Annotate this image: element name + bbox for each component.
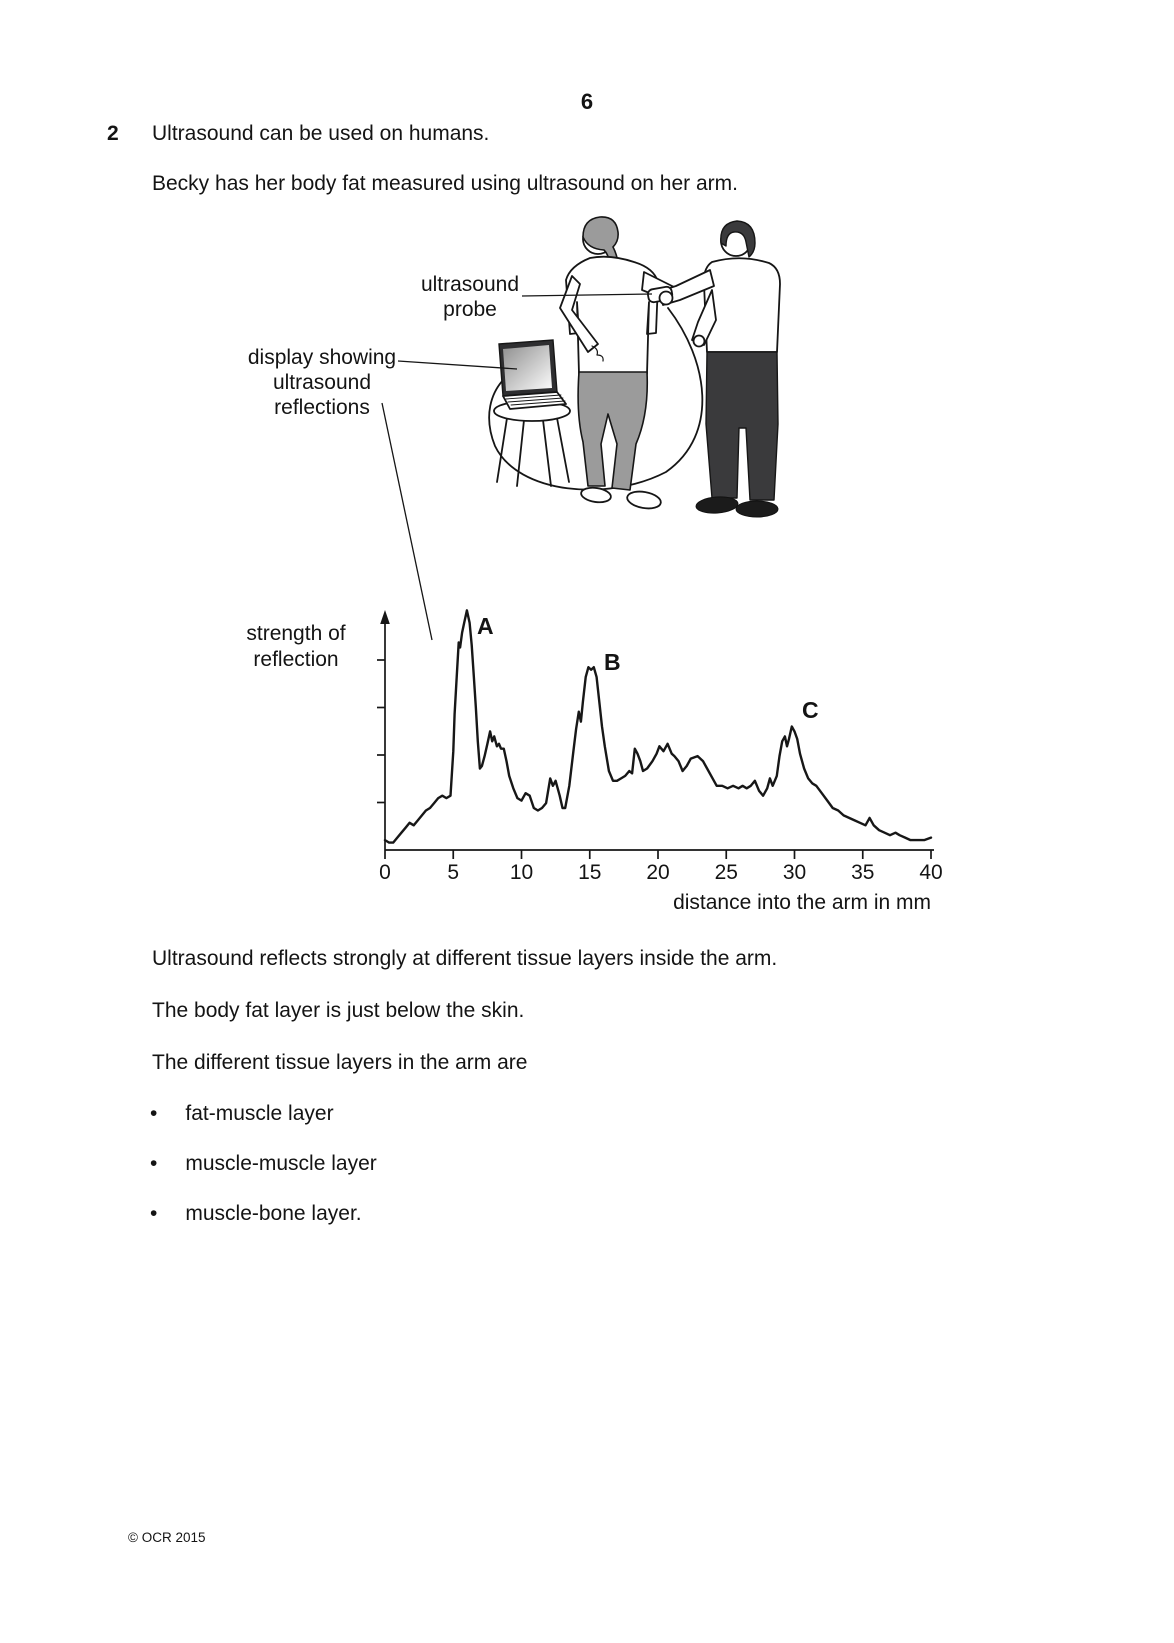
peak-label-a: A: [477, 613, 494, 639]
woman-torso-shirt: [566, 257, 658, 374]
reflection-curve: [385, 610, 931, 842]
x-tick-label: 30: [782, 861, 807, 884]
probe-label: ultrasound: [420, 273, 520, 296]
woman-head: [583, 224, 613, 254]
x-tick-label: 0: [379, 861, 391, 884]
man-lower-arm: [692, 290, 716, 345]
x-tick-label: 35: [851, 861, 875, 884]
x-tick-label: 20: [646, 861, 670, 884]
x-tick-label: 40: [919, 861, 943, 884]
woman-foot: [580, 486, 612, 504]
y-axis-arrow: [380, 610, 390, 624]
laptop-screen: [503, 345, 552, 391]
page-number: 6: [580, 89, 594, 114]
bullet-marker: •: [150, 1202, 158, 1225]
man-head: [721, 226, 751, 256]
copyright-notice: © OCR 2015: [128, 1530, 206, 1545]
x-tick-label: 5: [447, 861, 460, 884]
bullet-text: muscle-muscle layer: [185, 1152, 377, 1175]
laptop-screen-frame: [499, 340, 557, 396]
stool: [494, 401, 570, 486]
paragraph: The different tissue layers in the arm are: [152, 1051, 528, 1074]
reflection-graph: [246, 610, 942, 914]
woman-trousers: [578, 372, 647, 490]
y-axis-label: strength of: [246, 622, 346, 645]
laptop: [499, 340, 566, 409]
man-trousers: [706, 352, 778, 500]
man-shoe: [695, 496, 738, 515]
paragraph: The body fat layer is just below the skin.: [152, 999, 525, 1022]
woman-hip-arm: [560, 276, 598, 352]
bullet-text: fat-muscle layer: [185, 1102, 334, 1125]
probe-cable: [489, 308, 702, 490]
x-tick-label: 15: [578, 861, 602, 884]
y-axis-label: reflection: [253, 648, 339, 671]
question-number: 2: [107, 122, 119, 145]
y-ticks: [377, 660, 385, 803]
woman-extended-arm: [642, 272, 676, 302]
display-label: ultrasound: [272, 371, 372, 394]
man-hand: [660, 292, 673, 305]
ultrasound-probe: [647, 286, 673, 303]
display-label: display showing: [247, 346, 397, 369]
question-intro: Ultrasound can be used on humans.: [152, 122, 490, 145]
laptop-key-lines: [506, 395, 565, 405]
figure-labels: [248, 273, 652, 640]
peak-label-c: C: [802, 697, 819, 723]
bullet-text: muscle-bone layer.: [185, 1202, 362, 1225]
list-item: [150, 1151, 377, 1177]
x-tick-label: 25: [714, 861, 738, 884]
stool-legs: [497, 418, 569, 486]
x-axis-title: distance into the arm in mm: [673, 891, 931, 914]
laptop-keyboard: [503, 392, 566, 409]
woman-hand-fingers: [592, 346, 603, 361]
list-item: [150, 1101, 334, 1127]
stool-seat: [494, 401, 570, 421]
display-label: reflections: [274, 396, 370, 419]
paragraph: Ultrasound reflects strongly at different tissue layers inside the arm.: [152, 947, 778, 970]
display-to-graph-leader-line: [382, 403, 432, 640]
man-hand: [694, 336, 705, 347]
display-leader-line: [398, 361, 517, 369]
peak-label-b: B: [604, 649, 621, 675]
probe-leader-line: [522, 294, 652, 296]
woman-foot: [626, 489, 662, 511]
x-tick-label: 10: [509, 861, 534, 884]
man-figure: [647, 221, 780, 517]
woman-hair-ponytail: [583, 217, 620, 304]
probe-label: probe: [443, 298, 497, 321]
man-hair: [721, 221, 755, 257]
bullet-marker: •: [150, 1152, 158, 1175]
woman-figure: [560, 217, 676, 511]
man-torso-shirt: [704, 258, 780, 352]
bullet-marker: •: [150, 1102, 158, 1125]
list-item: [150, 1201, 362, 1227]
x-ticks: [379, 850, 943, 884]
illustration: [248, 217, 780, 640]
scenario-text: Becky has her body fat measured using ultrasound on her arm.: [152, 172, 738, 195]
man-extended-arm: [660, 270, 714, 305]
man-shoe: [736, 501, 778, 517]
